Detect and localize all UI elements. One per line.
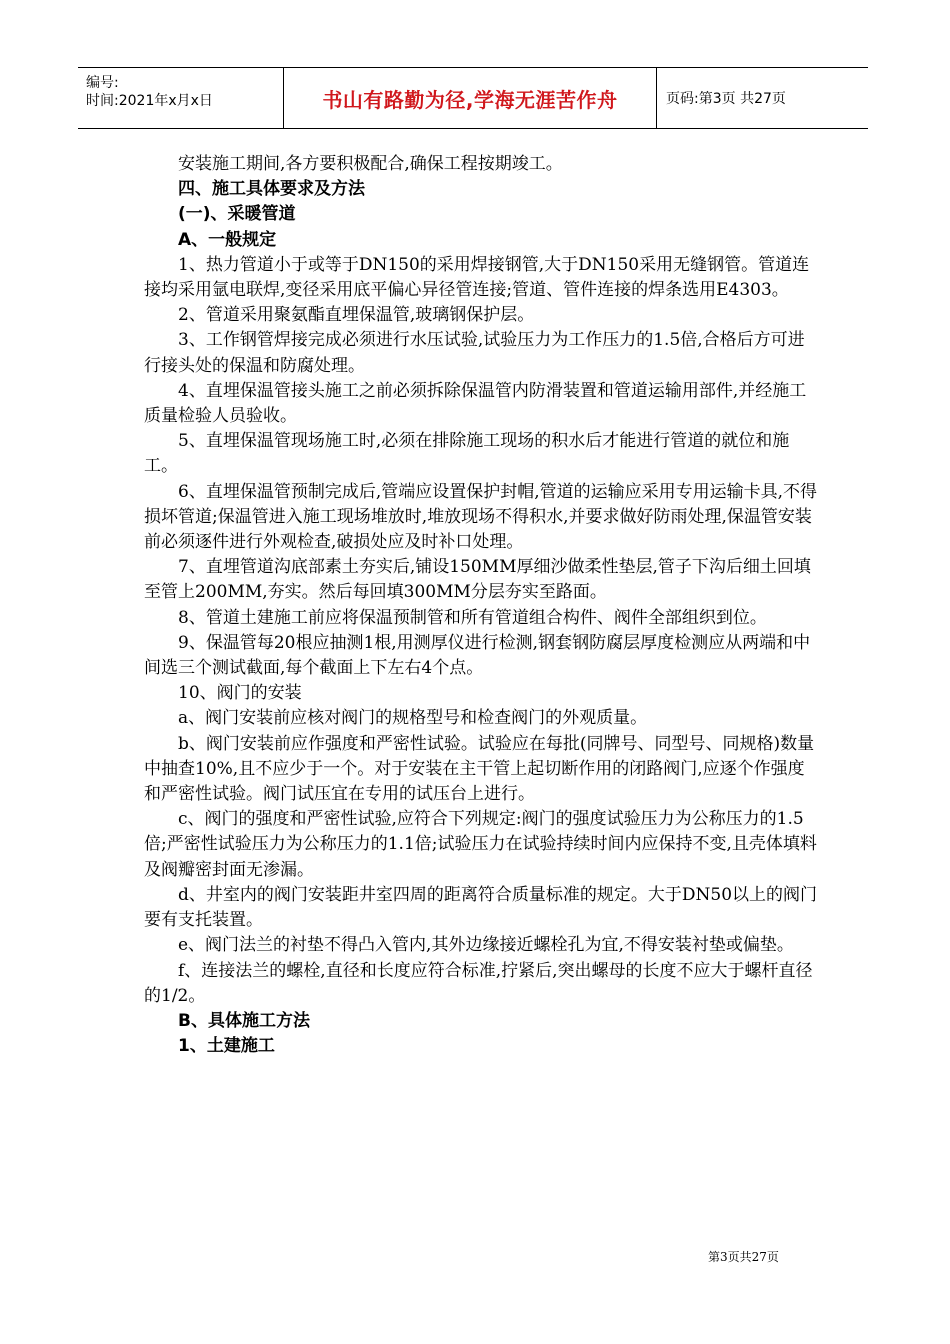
paragraph: 3、工作钢管焊接完成必须进行水压试验,试验压力为工作压力的1.5倍,合格后方可进行接头处的保温和防腐处理。 <box>144 330 805 376</box>
subsection-heading: B、具体施工方法 <box>178 1010 310 1031</box>
header-meta-cell <box>78 68 284 128</box>
paragraph: 7、直埋管道沟底部素土夯实后,铺设150MM厚细沙做柔性垫层,管子下沟后细土回填至管上200MM,夯实。然后每回填300MM分层夯实至路面。 <box>144 557 811 603</box>
section-heading: 四、施工具体要求及方法 <box>178 179 365 200</box>
subsection-heading: 1、土建施工 <box>178 1036 275 1057</box>
header-motto: 书山有路勤为径,学海无涯苦作舟 <box>284 68 657 128</box>
paragraph: b、阀门安装前应作强度和严密性试验。试验应在每批(同牌号、同型号、同规格)数量中抽查10%,且不应少于一个。对于安装在主干管上起切断作用的闭路阀门,应逐个作强度和严密性试验。阀门试压宜在专用的试压台上进行。 <box>144 733 815 805</box>
page-footer: 第3页共27页 <box>708 1250 779 1264</box>
header-page-label: 页码:第3页 共27页 <box>666 91 786 107</box>
paragraph: 5、直埋保温管现场施工时,必须在排除施工现场的积水后才能进行管道的就位和施工。 <box>144 431 790 477</box>
paragraph: 4、直埋保温管接头施工之前必须拆除保温管内防滑装置和管道运输用部件,并经施工质量检验人员验收。 <box>144 380 807 427</box>
paragraph: 2、管道采用聚氨酯直埋保温管,玻璃钢保护层。 <box>178 305 535 326</box>
subsection-heading: A、一般规定 <box>178 229 277 250</box>
paragraph: c、阀门的强度和严密性试验,应符合下列规定:阀门的强度试验压力为公称压力的1.5倍;严密性试验压力为公称压力的1.1倍;试验压力在试验持续时间内应保持不变,且壳体填料及阀瓣密封面无渗漏。 <box>144 809 817 880</box>
document-date-label: 时间:2021年x月x日 <box>86 93 213 109</box>
page-header <box>78 67 868 129</box>
document-number-label: 编号: <box>86 75 119 91</box>
document-body <box>144 152 820 1059</box>
paragraph: f、连接法兰的螺栓,直径和长度应符合标准,拧紧后,突出螺母的长度不应大于螺杆直径的1/2。 <box>144 960 813 1006</box>
paragraph: d、井室内的阀门安装距井室四周的距离符合质量标准的规定。大于DN50以上的阀门要有支托装置。 <box>144 884 818 931</box>
paragraph: 安装施工期间,各方要积极配合,确保工程按期竣工。 <box>178 154 563 174</box>
paragraph: 10、阀门的安装 <box>178 683 302 704</box>
paragraph: 1、热力管道小于或等于DN150的采用焊接钢管,大于DN150采用无缝钢管。管道连接均采用氩电联焊,变径采用底平偏心异径管连接;管道、管件连接的焊条选用E4303。 <box>144 254 810 301</box>
paragraph: 9、保温管每20根应抽测1根,用测厚仪进行检测,钢套钢防腐层厚度检测应从两端和中间选三个测试截面,每个截面上下左右4个点。 <box>144 632 811 679</box>
paragraph: 6、直埋保温管预制完成后,管端应设置保护封帽,管道的运输应采用专用运输卡具,不得损坏管道;保温管进入施工现场堆放时,堆放现场不得积水,并要求做好防雨处理,保温管安装前必须逐件进行外观检查,破损处应及时补口处理。 <box>144 481 818 553</box>
paragraph: 8、管道土建施工前应将保温预制管和所有管道组合构件、阀件全部组织到位。 <box>178 607 767 628</box>
paragraph: e、阀门法兰的衬垫不得凸入管内,其外边缘接近螺栓孔为宜,不得安装衬垫或偏垫。 <box>178 935 794 956</box>
subsection-heading: (一)、采暖管道 <box>178 204 296 225</box>
paragraph: a、阀门安装前应核对阀门的规格型号和检查阀门的外观质量。 <box>178 708 648 729</box>
